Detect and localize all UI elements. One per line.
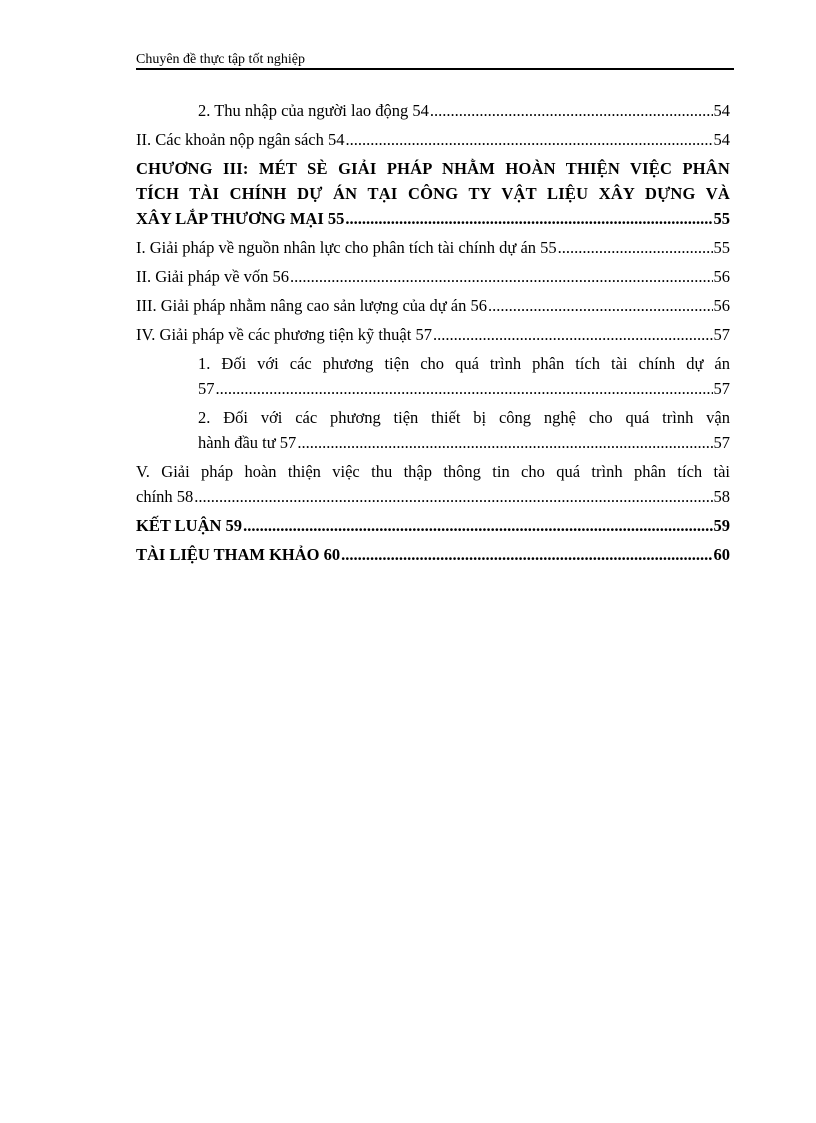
toc-entry-cac-khoan-nop[interactable] — [136, 127, 730, 152]
toc-page-number: 57 — [713, 433, 730, 452]
toc-entry-title: KẾT LUẬN 59 — [136, 516, 243, 535]
dot-leader — [345, 127, 712, 152]
toc-page-number: 55 — [713, 209, 730, 228]
toc-page-number: 57 — [713, 325, 730, 344]
toc-entry-tai-lieu-tham-khao[interactable] — [136, 542, 730, 567]
toc-line — [136, 235, 730, 260]
toc-entry-title: TÀI LIỆU THAM KHẢO 60 — [136, 545, 341, 564]
dot-leader — [558, 235, 713, 260]
toc-line — [136, 322, 730, 347]
dot-leader — [290, 264, 712, 289]
toc-entry-title: 57 — [198, 379, 215, 398]
toc-page-number: 59 — [713, 516, 730, 535]
toc-line: 2. Đối với các phương tiện thiết bị công nghệ cho quá trình vận — [198, 408, 730, 427]
toc-page-number: 56 — [713, 267, 730, 286]
toc-entry-title: IV. Giải pháp về các phương tiện kỹ thuật 57 — [136, 325, 432, 344]
toc-line — [136, 542, 730, 567]
toc-entry-thu-nhap[interactable] — [136, 98, 730, 123]
toc-entry-title: 2. Thu nhập của người lao động 54 — [198, 101, 429, 120]
toc-line — [136, 513, 730, 538]
toc-line — [136, 206, 730, 231]
toc-line — [198, 430, 730, 455]
page-header — [136, 50, 734, 70]
toc-entry-title: II. Giải pháp về vốn 56 — [136, 267, 290, 286]
toc-page-number: 56 — [713, 296, 730, 315]
dot-leader — [341, 542, 712, 567]
toc-entry-ket-luan[interactable] — [136, 513, 730, 538]
toc-line — [136, 484, 730, 509]
toc-line — [136, 264, 730, 289]
toc-page-number: 58 — [713, 487, 730, 506]
toc-entry-thu-thap-thong-tin[interactable] — [136, 459, 730, 509]
toc-entry-title: I. Giải pháp về nguồn nhân lực cho phân tích tài chính dự án 55 — [136, 238, 557, 257]
toc-line: CHƯƠNG III: MÉT SÈ GIẢI PHÁP NHẰM HOÀN THIỆN VIỆC PHÂN — [136, 159, 730, 178]
toc-entry-nguon-nhan-luc[interactable] — [136, 235, 730, 260]
dot-leader — [488, 293, 712, 318]
toc-line — [136, 293, 730, 318]
toc-entry-san-luong[interactable] — [136, 293, 730, 318]
header-text: Chuyên đề thực tập tốt nghiệp — [136, 52, 305, 67]
toc-entry-ky-thuat[interactable] — [136, 322, 730, 347]
dot-leader — [345, 206, 712, 231]
toc-entry-title: hành đầu tư 57 — [198, 433, 297, 452]
toc-line: TÍCH TÀI CHÍNH DỰ ÁN TẠI CÔNG TY VẬT LIỆU XÂY DỰNG VÀ — [136, 184, 730, 203]
toc-entry-title: chính 58 — [136, 487, 194, 506]
toc-line — [198, 98, 730, 123]
toc-page-number: 55 — [713, 238, 730, 257]
table-of-contents — [136, 98, 730, 571]
toc-line: V. Giải pháp hoàn thiện việc thu thập thông tin cho quá trình phân tích tài — [136, 462, 730, 481]
dot-leader — [433, 322, 713, 347]
toc-entry-title: III. Giải pháp nhằm nâng cao sản lượng của dự án 56 — [136, 296, 488, 315]
toc-page-number: 54 — [713, 130, 730, 149]
toc-page-number: 57 — [713, 379, 730, 398]
dot-leader — [430, 98, 713, 123]
toc-line — [136, 127, 730, 152]
toc-line — [198, 376, 730, 401]
toc-entry-title: XÂY LẮP THƯƠNG MẠI 55 — [136, 209, 345, 228]
dot-leader — [194, 484, 712, 509]
toc-entry-chuong-3[interactable] — [136, 156, 730, 231]
dot-leader — [297, 430, 712, 455]
toc-page-number: 60 — [713, 545, 730, 564]
toc-entry-phuong-tien-phan-tich[interactable] — [136, 351, 730, 401]
dot-leader — [243, 513, 712, 538]
toc-entry-thiet-bi-cong-nghe[interactable] — [136, 405, 730, 455]
toc-entry-von[interactable] — [136, 264, 730, 289]
toc-line: 1. Đối với các phương tiện cho quá trình phân tích tài chính dự án — [198, 354, 730, 373]
toc-page-number: 54 — [713, 101, 730, 120]
dot-leader — [216, 376, 713, 401]
toc-entry-title: II. Các khoản nộp ngân sách 54 — [136, 130, 345, 149]
